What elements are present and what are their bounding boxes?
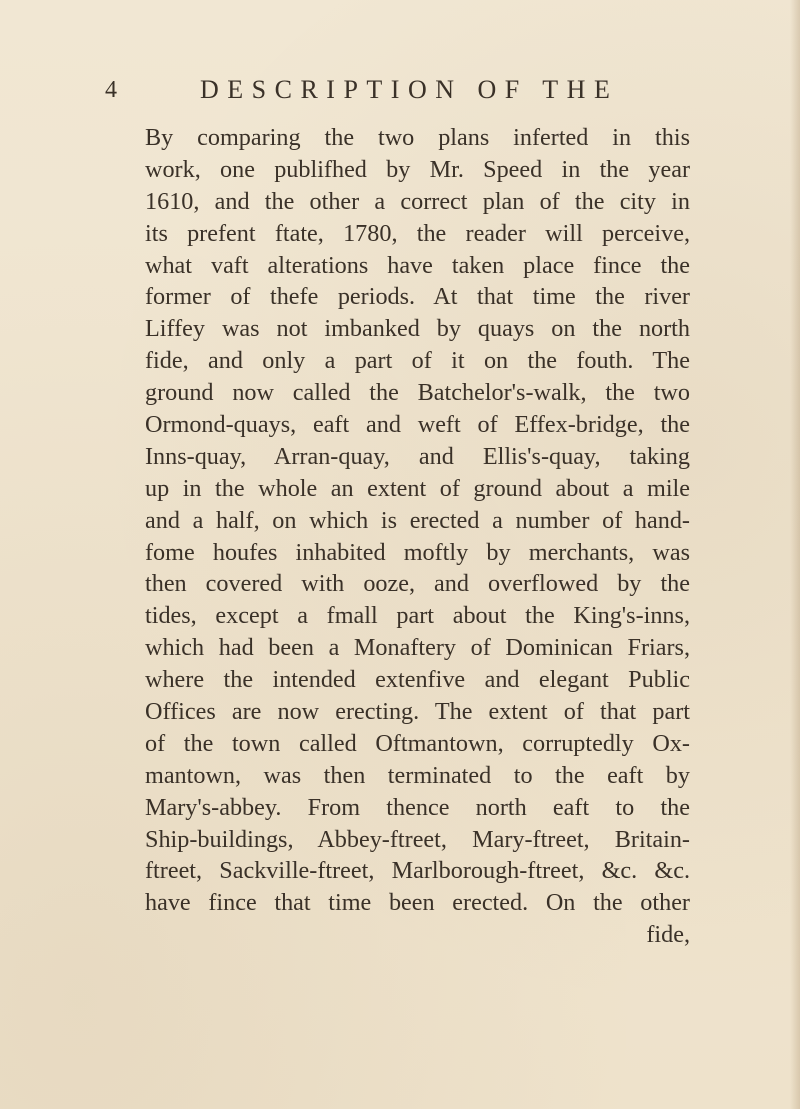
text-line: its prefent ftate, 1780, the reader will perceive, — [145, 219, 690, 247]
catchword: fide, — [646, 921, 690, 949]
text-line: 1610, and the other a correct plan of the city in — [145, 187, 690, 215]
text-line: up in the whole an extent of ground about a mile — [145, 474, 690, 502]
text-line: which had been a Monaftery of Dominican Friars, — [145, 634, 690, 662]
text-line: tides, except a fmall part about the King's-inns, — [145, 602, 690, 630]
text-line: have fince that time been erected. On the other — [145, 889, 690, 917]
text-line: By comparing the two plans inferted in this — [145, 124, 690, 151]
text-line: fome houfes inhabited moftly by merchants, was — [145, 538, 690, 566]
page-edge-shadow — [790, 0, 800, 1109]
text-line: fide, and only a part of it on the fouth. The — [145, 347, 690, 375]
running-head: DESCRIPTION OF THE — [200, 75, 619, 104]
text-line: Offices are now erecting. The extent of that part — [145, 698, 690, 726]
text-line: ground now called the Batchelor's-walk, the two — [145, 379, 690, 407]
page-number: 4 — [105, 77, 117, 103]
text-line: Mary's-abbey. From thence north eaft to the — [145, 793, 690, 821]
text-line: former of thefe periods. At that time the river — [145, 283, 690, 311]
text-line: work, one publifhed by Mr. Speed in the year — [145, 155, 690, 183]
text-line: Ship-buildings, Abbey-ftreet, Mary-ftreet, Britain- — [145, 825, 690, 853]
text-line: then covered with ooze, and overflowed by the — [145, 570, 690, 598]
text-line: and a half, on which is erected a number of hand- — [145, 506, 690, 534]
text-line: what vaft alterations have taken place fince the — [145, 251, 690, 279]
page-header — [105, 75, 725, 111]
text-line: Liffey was not imbanked by quays on the north — [145, 315, 690, 343]
text-line: Inns-quay, Arran-quay, and Ellis's-quay, taking — [145, 442, 690, 470]
text-line: mantown, was then terminated to the eaft by — [145, 761, 690, 789]
text-line: Ormond-quays, eaft and weft of Effex-bridge, the — [145, 411, 690, 439]
text-line: of the town called Oftmantown, corruptedly Ox- — [145, 729, 690, 757]
text-line: where the intended extenfive and elegant Public — [145, 666, 690, 694]
body-text — [145, 122, 690, 951]
text-line: ftreet, Sackville-ftreet, Marlborough-ftreet, &c. &c. — [145, 857, 690, 885]
